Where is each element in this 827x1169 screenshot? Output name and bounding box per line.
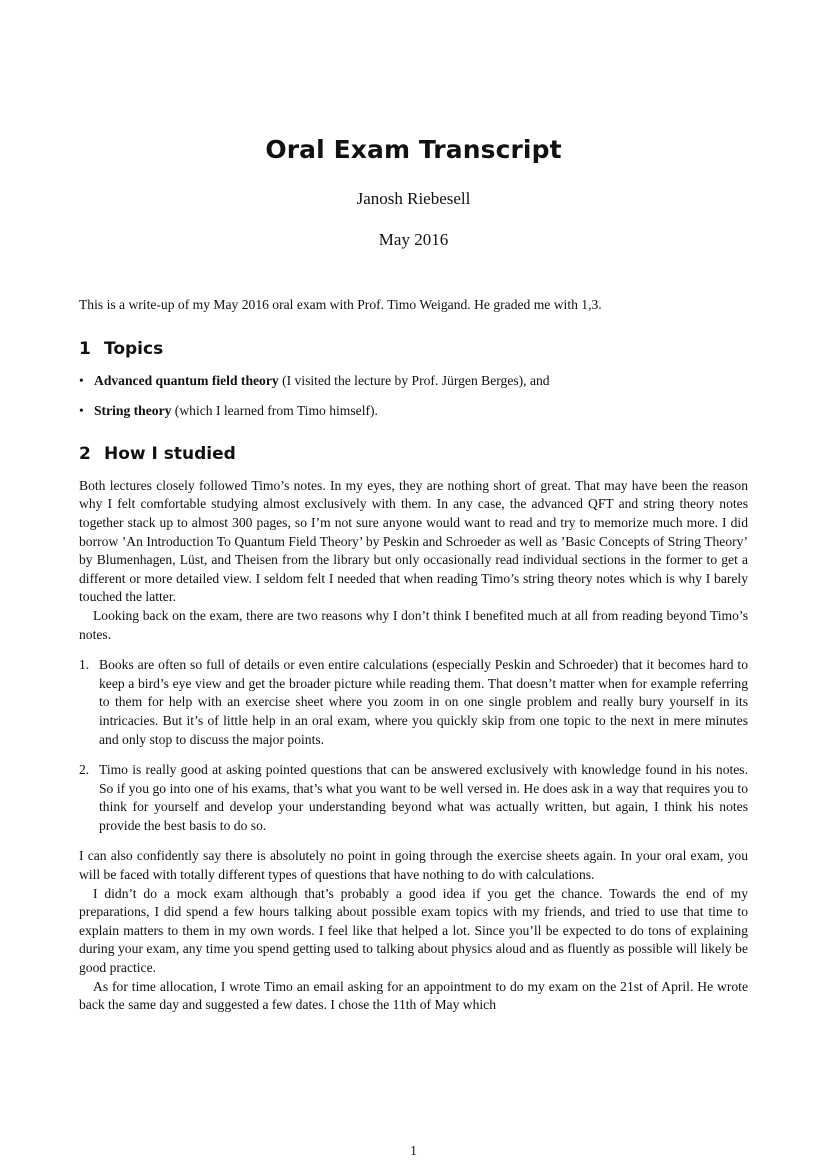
paragraph: I didn’t do a mock exam although that’s probably a good idea if you get the chance. Towards the end of my preparations, I did spend a few hours talking about possible exam topics with my friends, and tried to use that time to explain matters to them in my own words. I feel like that helped a lot. Since you’ll be expected to do tons of explaining during your exam, any time you spend getting used to talking about physics aloud and as fluently as possible will likely be good practice. [79,885,748,976]
bullet-icon: • [79,403,84,419]
list-item [79,656,748,749]
topic-name: String theory [94,403,172,419]
topic-note: (I visited the lecture by Prof. Jürgen Berges), and [278,372,550,388]
document-date: May 2016 [378,230,449,249]
item-number: 2. [79,762,90,778]
paragraph: I can also confidently say there is absolutely no point in going through the exercise sheets again. In your oral exam, you will be faced with totally different types of questions that have nothing to do with calculations. [79,848,748,883]
reasons-list [79,656,748,835]
item-text: Books are often so full of details or even entire calculations (especially Peskin and Schroeder) that it becomes hard to keep a bird’s eye view and get the broader picture while reading them. That doesn’t matter when for example referring to them for help with an exercise sheet where you zoom in on one single problem and really bury yourself in its intricacies. But it’s of little help in an oral exam, where you quickly skip from one topic to the next in mere minutes and only stop to discuss the major points. [99,657,748,747]
list-item [79,761,748,835]
topic-note: (which I learned from Timo himself). [171,403,378,419]
bullet-icon: • [79,372,84,388]
section-title: Topics [104,338,164,359]
section-heading-topics [79,337,748,361]
paragraph: Both lectures closely followed Timo’s notes. In my eyes, they are nothing short of great. That may have been the reason why I felt comfortable studying almost exclusively with them. In any case, the advanced QFT and string theory notes together stack up to almost 300 pages, so I’m not sure anyone would want to read and try to memorize much more. I did borrow ’An Introduction To Quantum Field Theory’ by Peskin and Schroeder as well as ’Basic Concepts of String Theory’ by Blumenhagen, Lüst, and Theisen from the library but only occasionally read individual sections in the former to get a different or more detailed view. I seldom felt I needed that when reading Timo’s string theory notes which is why I barely touched the latter. [79,477,748,605]
item-number: 1. [79,657,90,673]
section-heading-how-i-studied [79,442,748,466]
list-item [79,372,748,391]
list-item [79,402,748,421]
intro-paragraph: This is a write-up of my May 2016 oral exam with Prof. Timo Weigand. He graded me with 1,3. [79,297,602,312]
topic-name: Advanced quantum field theory [94,372,279,388]
topics-list [79,372,748,421]
section-title: How I studied [104,443,236,464]
document-author: Janosh Riebesell [356,189,471,208]
page-number: 1 [410,1143,417,1158]
document-title: Oral Exam Transcript [265,135,562,164]
section-number: 2 [79,443,91,464]
item-text: Timo is really good at asking pointed questions that can be answered exclusively with knowledge found in his notes. So if you go into one of his exams, that’s what you want to be well versed in. He does ask in a way that requires you to think for yourself and develop your understanding beyond what was actually written, but again, I think his notes provide the best basis to do so. [99,762,748,833]
document-body [79,296,748,1015]
paragraph: As for time allocation, I wrote Timo an email asking for an appointment to do my exam on the 21st of April. He wrote back the same day and suggested a few dates. I chose the 11th of May which [79,978,748,1013]
section-number: 1 [79,338,91,359]
paragraph: Looking back on the exam, there are two reasons why I don’t think I benefited much at all from reading beyond Timo’s notes. [79,607,748,642]
